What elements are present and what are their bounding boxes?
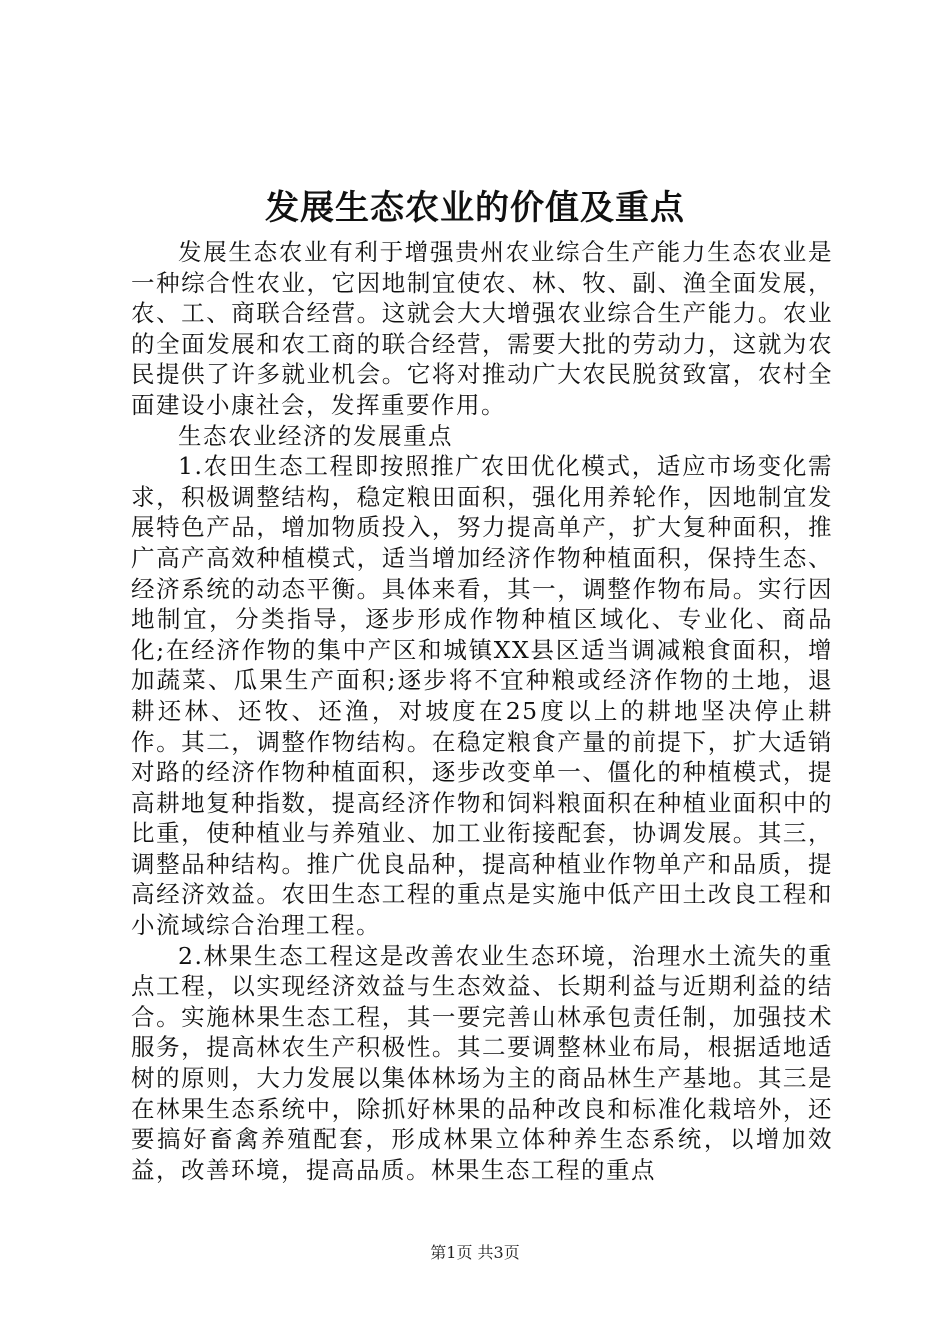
document-body	[131, 237, 833, 1185]
paragraph-farmland-ecology: 1.农田生态工程即按照推广农田优化模式，适应市场变化需求，积极调整结构，稳定粮田面积，强化用养轮作，因地制宜发展特色产品，增加物质投入，努力提高单产，扩大复种面积，推广高产高效种植模式，适当增加经济作物种植面积，保持生态、经济系统的动态平衡。具体来看，其一，调整作物布局。实行因地制宜，分类指导，逐步形成作物种植区域化、专业化、商品化;在经济作物的集中产区和城镇XX县区适当调减粮食面积，增加蔬菜、瓜果生产面积;逐步将不宜种粮或经济作物的土地，退耕还林、还牧、还渔，对坡度在25度以上的耕地坚决停止耕作。其二，调整作物结构。在稳定粮食产量的前提下，扩大适销对路的经济作物种植面积，逐步改变单一、僵化的种植模式，提高耕地复种指数，提高经济作物和饲料粮面积在种植业面积中的比重，使种植业与养殖业、加工业衔接配套，协调发展。其三，调整品种结构。推广优良品种，提高种植业作物单产和品质，提高经济效益。农田生态工程的重点是实施中低产田土改良工程和小流域综合治理工程。	[131, 452, 833, 940]
paragraph-section-heading: 生态农业经济的发展重点	[178, 421, 453, 450]
document-title: 发展生态农业的价值及重点	[265, 188, 685, 228]
paragraph-intro: 发展生态农业有利于增强贵州农业综合生产能力生态农业是一种综合性农业，它因地制宜使农、林、牧、副、渔全面发展，农、工、商联合经营。这就会大大增强农业综合生产能力。农业的全面发展和农工商的联合经营，需要大批的劳动力，这就为农民提供了许多就业机会。它将对推动广大农民脱贫致富，农村全面建设小康社会，发挥重要作用。	[131, 238, 833, 419]
paragraph-forest-fruit-ecology: 2.林果生态工程这是改善农业生态环境，治理水土流失的重点工程，以实现经济效益与生态效益、长期利益与近期利益的结合。实施林果生态工程，其一要完善山林承包责任制，加强技术服务，提高林农生产积极性。其二要调整林业布局，根据适地适树的原则，大力发展以集体林场为主的商品林生产基地。其三是在林果生态系统中，除抓好林果的品种改良和标准化栽培外，还要搞好畜禽养殖配套，形成林果立体种养生态系统，以增加效益，改善环境，提高品质。林果生态工程的重点	[131, 941, 833, 1184]
page-footer: 第1页 共3页	[430, 1243, 520, 1262]
